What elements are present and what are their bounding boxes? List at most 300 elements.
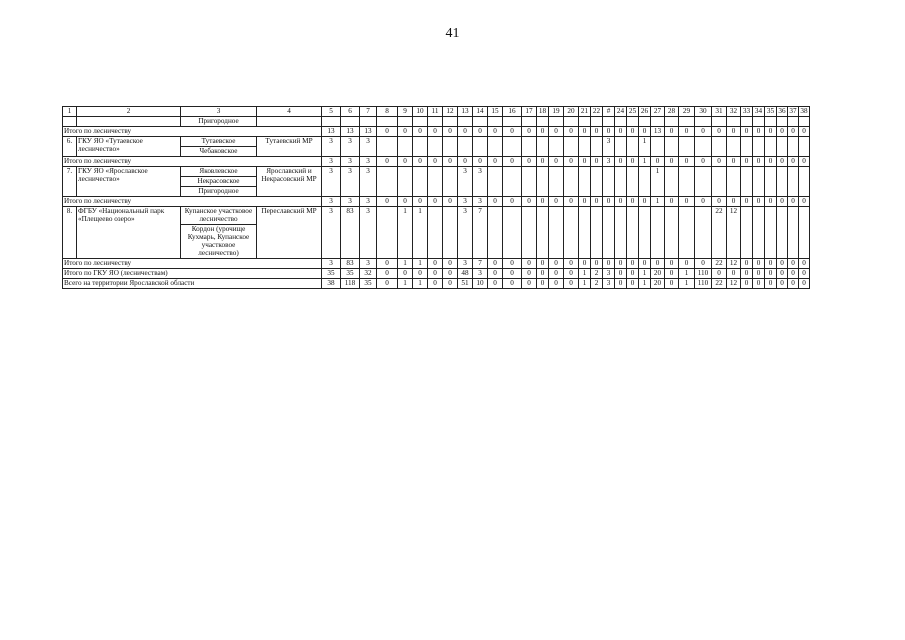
value-cell: 0	[398, 268, 413, 278]
value-cell: 0	[627, 278, 639, 288]
value-cell	[615, 167, 627, 197]
value-cell	[603, 167, 615, 197]
value-cell	[665, 117, 679, 127]
value-cell	[503, 137, 522, 157]
value-cell: 0	[799, 157, 810, 167]
value-cell: 0	[564, 127, 579, 137]
value-cell	[765, 207, 777, 259]
value-cell	[788, 207, 799, 259]
value-cell: 3	[360, 157, 377, 167]
value-cell	[788, 137, 799, 157]
value-cell: 0	[627, 197, 639, 207]
value-cell	[727, 117, 741, 127]
value-cell: 0	[413, 127, 428, 137]
value-cell	[428, 117, 443, 127]
header-cell: 22	[591, 107, 603, 117]
value-cell: 0	[564, 157, 579, 167]
value-cell	[473, 117, 488, 127]
value-cell: 35	[360, 278, 377, 288]
value-cell: 0	[591, 127, 603, 137]
value-cell: 3	[360, 167, 377, 197]
value-cell: 3	[458, 207, 473, 259]
value-cell	[799, 167, 810, 197]
header-cell: 28	[665, 107, 679, 117]
value-cell: 0	[428, 258, 443, 268]
value-cell	[341, 117, 360, 127]
value-cell	[443, 207, 458, 259]
header-cell: 4	[257, 107, 322, 117]
value-cell: 0	[679, 197, 695, 207]
value-cell: 48	[458, 268, 473, 278]
value-cell	[765, 117, 777, 127]
value-cell	[377, 207, 398, 259]
header-cell: 27	[651, 107, 665, 117]
value-cell: 0	[564, 197, 579, 207]
value-cell: 0	[753, 127, 765, 137]
value-cell: 1	[651, 197, 665, 207]
value-cell: 0	[615, 197, 627, 207]
header-cell: 19	[549, 107, 564, 117]
value-cell	[522, 137, 537, 157]
value-cell: 0	[503, 197, 522, 207]
value-cell: 12	[727, 258, 741, 268]
district-forestry-cell	[181, 167, 257, 197]
value-cell: 0	[443, 278, 458, 288]
value-cell: 0	[615, 157, 627, 167]
value-cell	[564, 137, 579, 157]
value-cell: 0	[377, 278, 398, 288]
value-cell	[549, 117, 564, 127]
row-number	[63, 117, 77, 127]
total-row	[63, 157, 810, 167]
header-cell: 26	[639, 107, 651, 117]
district-forestry: Чебаковское	[199, 147, 238, 155]
value-cell	[549, 167, 564, 197]
header-cell: 20	[564, 107, 579, 117]
header-cell: 15	[488, 107, 503, 117]
value-cell: 3	[360, 197, 377, 207]
value-cell: 0	[799, 278, 810, 288]
value-cell	[753, 117, 765, 127]
value-cell: 0	[428, 278, 443, 288]
header-cell: 9	[398, 107, 413, 117]
table-row	[63, 117, 810, 127]
header-cell: 34	[753, 107, 765, 117]
value-cell	[695, 167, 712, 197]
value-cell: 0	[579, 197, 591, 207]
district-forestry-cell	[181, 137, 257, 157]
value-cell	[522, 207, 537, 259]
page-number: 41	[445, 26, 460, 41]
value-cell	[603, 207, 615, 259]
district-forestry-cell	[181, 207, 257, 259]
value-cell: 0	[443, 157, 458, 167]
value-cell: 1	[679, 278, 695, 288]
value-cell: 3	[603, 137, 615, 157]
total-row	[63, 258, 810, 268]
value-cell: 0	[777, 157, 788, 167]
value-cell	[537, 207, 549, 259]
value-cell	[679, 167, 695, 197]
value-cell	[579, 167, 591, 197]
value-cell: 0	[549, 278, 564, 288]
district-forestry: Пригородное	[198, 187, 239, 195]
value-cell: 0	[458, 127, 473, 137]
value-cell: 0	[639, 127, 651, 137]
total-row	[63, 268, 810, 278]
value-cell: 3	[341, 167, 360, 197]
value-cell: 0	[377, 197, 398, 207]
header-cell: 16	[503, 107, 522, 117]
value-cell: 3	[473, 167, 488, 197]
value-cell: 0	[537, 268, 549, 278]
value-cell: 3	[458, 258, 473, 268]
value-cell	[428, 207, 443, 259]
value-cell	[788, 117, 799, 127]
header-cell: 21	[579, 107, 591, 117]
value-cell: 110	[695, 278, 712, 288]
header-cell: 11	[428, 107, 443, 117]
value-cell: 22	[712, 258, 727, 268]
district-forestry-cell	[181, 117, 257, 127]
value-cell	[799, 207, 810, 259]
value-cell: 0	[503, 268, 522, 278]
value-cell	[695, 207, 712, 259]
value-cell: 0	[627, 268, 639, 278]
value-cell: 0	[712, 127, 727, 137]
value-cell	[799, 117, 810, 127]
value-cell: 22	[712, 278, 727, 288]
value-cell	[473, 137, 488, 157]
total-label: Всего на территории Ярославской области	[63, 278, 322, 288]
value-cell	[377, 167, 398, 197]
value-cell: 0	[549, 258, 564, 268]
value-cell: 1	[398, 278, 413, 288]
value-cell	[727, 137, 741, 157]
value-cell	[651, 207, 665, 259]
value-cell	[765, 137, 777, 157]
value-cell	[712, 117, 727, 127]
value-cell	[488, 207, 503, 259]
value-cell: 0	[377, 127, 398, 137]
header-cell: 14	[473, 107, 488, 117]
total-label: Итого по лесничеству	[63, 258, 322, 268]
value-cell: 0	[537, 258, 549, 268]
value-cell: 0	[537, 157, 549, 167]
value-cell	[488, 137, 503, 157]
value-cell: 0	[777, 278, 788, 288]
header-cell: 1	[63, 107, 77, 117]
value-cell	[549, 207, 564, 259]
value-cell: 0	[765, 157, 777, 167]
value-cell	[741, 167, 753, 197]
value-cell	[741, 137, 753, 157]
value-cell: 0	[712, 157, 727, 167]
value-cell: 0	[549, 268, 564, 278]
header-cell: 12	[443, 107, 458, 117]
value-cell: 0	[413, 157, 428, 167]
value-cell: 0	[549, 197, 564, 207]
value-cell	[679, 207, 695, 259]
value-cell: 0	[777, 268, 788, 278]
value-cell: 0	[679, 127, 695, 137]
value-cell: 1	[413, 207, 428, 259]
value-cell: 3	[360, 207, 377, 259]
value-cell	[679, 137, 695, 157]
value-cell: 0	[665, 197, 679, 207]
value-cell: 0	[753, 268, 765, 278]
value-cell: 3	[322, 137, 341, 157]
header-cell: 30	[695, 107, 712, 117]
value-cell: 0	[458, 157, 473, 167]
value-cell: 51	[458, 278, 473, 288]
table-row	[63, 167, 810, 197]
value-cell: 1	[639, 268, 651, 278]
value-cell: 0	[712, 197, 727, 207]
value-cell: 0	[788, 258, 799, 268]
value-cell: 0	[377, 268, 398, 278]
value-cell: 0	[727, 197, 741, 207]
value-cell	[665, 137, 679, 157]
value-cell: 0	[443, 268, 458, 278]
value-cell	[712, 137, 727, 157]
value-cell: 3	[360, 258, 377, 268]
value-cell: 2	[591, 268, 603, 278]
value-cell: 0	[615, 127, 627, 137]
value-cell: 38	[322, 278, 341, 288]
value-cell	[591, 137, 603, 157]
value-cell	[522, 117, 537, 127]
value-cell: 0	[627, 157, 639, 167]
header-row	[63, 107, 810, 117]
value-cell	[651, 117, 665, 127]
value-cell: 0	[488, 127, 503, 137]
district-forestry: Тутаевское	[181, 137, 256, 147]
value-cell	[564, 207, 579, 259]
header-cell: 37	[789, 107, 797, 115]
value-cell: 0	[564, 278, 579, 288]
value-cell: 0	[665, 278, 679, 288]
value-cell: 3	[473, 268, 488, 278]
value-cell: 0	[579, 127, 591, 137]
district-forestry-list	[181, 137, 256, 156]
value-cell	[443, 117, 458, 127]
value-cell: 118	[341, 278, 360, 288]
value-cell: 0	[741, 278, 753, 288]
value-cell	[413, 167, 428, 197]
value-cell: 0	[615, 268, 627, 278]
value-cell: 0	[488, 278, 503, 288]
district-forestry: Яковлевское	[181, 167, 256, 177]
total-row	[63, 127, 810, 137]
forestry-name	[77, 117, 181, 127]
municipal-district: Ярославский и Некрасовский МР	[257, 167, 322, 197]
value-cell: 0	[741, 268, 753, 278]
value-cell: 1	[413, 278, 428, 288]
total-label: Итого по лесничеству	[63, 197, 322, 207]
value-cell: 0	[788, 278, 799, 288]
header-cell: #	[603, 107, 615, 117]
value-cell: 0	[398, 157, 413, 167]
value-cell: 1	[639, 157, 651, 167]
row-number: 7.	[63, 167, 77, 197]
value-cell	[413, 117, 428, 127]
value-cell: 0	[564, 258, 579, 268]
header-cell: 35	[765, 107, 777, 117]
value-cell: 0	[443, 127, 458, 137]
value-cell: 0	[741, 127, 753, 137]
data-table	[62, 106, 810, 289]
total-label: Итого по лесничеству	[63, 127, 322, 137]
value-cell: 3	[322, 167, 341, 197]
value-cell: 1	[651, 167, 665, 197]
forestry-name: ГКУ ЯО «Ярославское лесничество»	[77, 167, 181, 197]
table-row	[63, 207, 810, 259]
value-cell: 0	[727, 127, 741, 137]
municipal-district: Тутаевский МР	[257, 137, 322, 157]
value-cell	[522, 167, 537, 197]
value-cell: 0	[753, 278, 765, 288]
value-cell	[579, 137, 591, 157]
value-cell: 3	[322, 197, 341, 207]
value-cell: 0	[428, 268, 443, 278]
value-cell	[627, 207, 639, 259]
header-cell: 8	[377, 107, 398, 117]
value-cell	[665, 167, 679, 197]
value-cell: 0	[591, 157, 603, 167]
value-cell: 3	[322, 157, 341, 167]
value-cell	[777, 167, 788, 197]
value-cell	[695, 117, 712, 127]
value-cell: 3	[458, 197, 473, 207]
value-cell: 0	[473, 127, 488, 137]
value-cell	[443, 167, 458, 197]
value-cell: 3	[603, 268, 615, 278]
value-cell: 0	[695, 197, 712, 207]
header-cell: 38	[800, 107, 808, 115]
value-cell	[799, 137, 810, 157]
value-cell	[428, 167, 443, 197]
value-cell: 0	[603, 127, 615, 137]
value-cell: 0	[549, 127, 564, 137]
value-cell: 7	[473, 258, 488, 268]
value-cell: 0	[579, 258, 591, 268]
value-cell	[777, 137, 788, 157]
district-forestry: Кордон (урочище Кухмарь, Купанское участковое лесничество)	[187, 224, 250, 258]
value-cell	[503, 117, 522, 127]
value-cell: 0	[488, 258, 503, 268]
value-cell: 0	[503, 127, 522, 137]
value-cell: 0	[549, 157, 564, 167]
value-cell: 3	[458, 167, 473, 197]
value-cell	[603, 117, 615, 127]
district-forestry: Купанское участковое лесничество	[181, 207, 256, 225]
value-cell: 13	[322, 127, 341, 137]
header-cell: 33	[741, 107, 753, 117]
value-cell	[753, 167, 765, 197]
value-cell	[591, 207, 603, 259]
value-cell	[458, 117, 473, 127]
value-cell: 1	[579, 268, 591, 278]
value-cell: 32	[360, 268, 377, 278]
value-cell	[639, 117, 651, 127]
value-cell: 0	[603, 197, 615, 207]
value-cell	[788, 167, 799, 197]
header-cell: 18	[537, 107, 549, 117]
value-cell: 0	[615, 258, 627, 268]
value-cell: 0	[765, 278, 777, 288]
value-cell	[413, 137, 428, 157]
value-cell: 0	[537, 197, 549, 207]
value-cell: 0	[679, 157, 695, 167]
value-cell	[665, 207, 679, 259]
value-cell: 0	[537, 278, 549, 288]
value-cell: 0	[503, 157, 522, 167]
value-cell: 0	[777, 127, 788, 137]
value-cell: 0	[564, 268, 579, 278]
value-cell: 3	[341, 197, 360, 207]
value-cell: 0	[788, 197, 799, 207]
value-cell: 0	[428, 127, 443, 137]
value-cell	[537, 137, 549, 157]
value-cell	[377, 137, 398, 157]
value-cell: 0	[788, 157, 799, 167]
value-cell	[627, 117, 639, 127]
header-cell: 3	[181, 107, 257, 117]
total-row	[63, 197, 810, 207]
value-cell: 1	[579, 278, 591, 288]
value-cell	[564, 117, 579, 127]
value-cell: 0	[443, 258, 458, 268]
value-cell: 12	[727, 278, 741, 288]
value-cell: 0	[799, 197, 810, 207]
value-cell: 0	[579, 157, 591, 167]
value-cell: 0	[712, 268, 727, 278]
row-number: 8.	[63, 207, 77, 259]
value-cell	[579, 207, 591, 259]
value-cell	[322, 117, 341, 127]
table-row	[63, 137, 810, 157]
value-cell	[727, 167, 741, 197]
value-cell	[398, 137, 413, 157]
header-cell: 10	[413, 107, 428, 117]
value-cell	[488, 167, 503, 197]
value-cell	[639, 207, 651, 259]
header-cell: 6	[341, 107, 360, 117]
value-cell: 1	[413, 258, 428, 268]
value-cell: 0	[443, 197, 458, 207]
value-cell: 7	[473, 207, 488, 259]
value-cell: 0	[398, 127, 413, 137]
header-cell: 17	[522, 107, 537, 117]
value-cell: 0	[741, 157, 753, 167]
value-cell: 35	[322, 268, 341, 278]
value-cell: 3	[360, 137, 377, 157]
value-cell: 1	[398, 207, 413, 259]
value-cell: 0	[398, 197, 413, 207]
value-cell	[712, 167, 727, 197]
value-cell: 0	[741, 197, 753, 207]
value-cell: 0	[788, 268, 799, 278]
value-cell: 0	[591, 197, 603, 207]
value-cell: 0	[799, 268, 810, 278]
value-cell	[591, 167, 603, 197]
value-cell	[741, 207, 753, 259]
value-cell: 0	[651, 258, 665, 268]
value-cell	[695, 137, 712, 157]
header-cell: 25	[627, 107, 639, 117]
value-cell: 3	[322, 258, 341, 268]
